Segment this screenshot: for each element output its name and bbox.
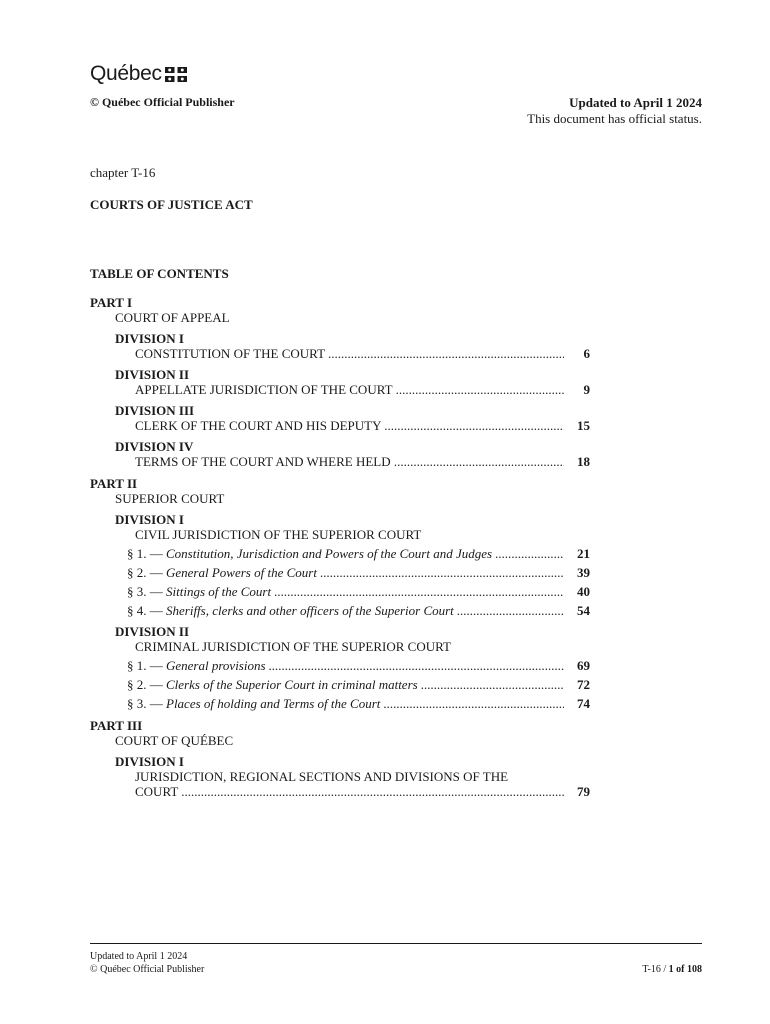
entry-page[interactable]: 79 (577, 784, 590, 799)
entry-page[interactable]: 18 (577, 454, 590, 469)
official-status: This document has official status. (527, 111, 702, 126)
section-text[interactable] (127, 584, 564, 599)
table-of-contents (90, 295, 590, 799)
toc-division (90, 367, 590, 397)
part-label: PART I (90, 295, 133, 310)
section-number: § 2. — (127, 677, 163, 692)
entry-title[interactable]: COURT ..... (135, 784, 564, 799)
section-number: § 1. — (127, 658, 163, 673)
division-label: DIVISION I (115, 331, 184, 346)
toc-part-3 (90, 718, 590, 799)
section-number: § 3. — (127, 696, 163, 711)
division-title: CRIMINAL JURISDICTION OF THE SUPERIOR COURT (135, 639, 451, 654)
entry-title[interactable]: APPELLATE JURISDICTION OF THE COURT ..... (135, 382, 564, 397)
section-text[interactable] (127, 546, 564, 561)
footer-divider (90, 943, 702, 944)
toc-entry[interactable] (115, 454, 590, 469)
section-list (115, 658, 590, 711)
chapter-number: chapter T-16 (90, 165, 156, 180)
division-label: DIVISION I (115, 512, 184, 527)
toc-entry[interactable] (115, 784, 590, 799)
toc-section-entry[interactable] (127, 677, 590, 692)
footer-publisher: © Québec Official Publisher (90, 964, 205, 975)
toc-part-1 (90, 295, 590, 469)
section-title: Places of holding and Terms of the Court (166, 696, 381, 711)
part-label: PART III (90, 718, 143, 733)
section-list (115, 546, 590, 618)
page-number (642, 964, 702, 975)
section-title: General Powers of the Court (166, 565, 317, 580)
section-number: § 4. — (127, 603, 163, 618)
division-title: CIVIL JURISDICTION OF THE SUPERIOR COURT (135, 527, 422, 542)
division-label: DIVISION I (115, 754, 184, 769)
toc-division (90, 403, 590, 433)
entry-page[interactable]: 69 (577, 658, 590, 673)
toc-section-entry[interactable] (127, 584, 590, 599)
division-label: DIVISION III (115, 403, 195, 418)
toc-section-entry[interactable] (127, 565, 590, 580)
section-number: § 1. — (127, 546, 163, 561)
toc-division (90, 754, 590, 799)
page-current: 1 of 108 (668, 964, 702, 975)
entry-page[interactable]: 6 (583, 346, 590, 361)
fleur-de-lis-flag-icon (165, 67, 187, 82)
toc-section-entry[interactable] (127, 546, 590, 561)
entry-page[interactable]: 15 (577, 418, 590, 433)
section-number: § 3. — (127, 584, 163, 599)
act-title: COURTS OF JUSTICE ACT (90, 197, 253, 212)
section-title: Constitution, Jurisdiction and Powers of the Court and Judges (166, 546, 493, 561)
entry-page[interactable]: 54 (577, 603, 590, 618)
toc-section-entry[interactable] (127, 696, 590, 711)
toc-part-2 (90, 476, 590, 711)
entry-page[interactable]: 72 (577, 677, 590, 692)
entry-title[interactable]: CONSTITUTION OF THE COURT ..... (135, 346, 564, 361)
quebec-logo (90, 62, 187, 86)
toc-section-entry[interactable] (127, 603, 590, 618)
section-text[interactable] (127, 696, 564, 711)
division-label: DIVISION II (115, 624, 190, 639)
toc-division (90, 512, 590, 618)
section-number: § 2. — (127, 565, 163, 580)
toc-entry[interactable] (115, 382, 590, 397)
toc-division (90, 331, 590, 361)
section-title: Clerks of the Superior Court in criminal matters (166, 677, 418, 692)
entry-page[interactable]: 39 (577, 565, 590, 580)
section-title: Sheriffs, clerks and other officers of the Superior Court (166, 603, 454, 618)
entry-title[interactable]: TERMS OF THE COURT AND WHERE HELD ..... (135, 454, 564, 469)
toc-heading: TABLE OF CONTENTS (90, 266, 229, 281)
entry-page[interactable]: 40 (577, 584, 590, 599)
toc-division (90, 624, 590, 711)
section-text[interactable] (127, 677, 564, 692)
part-title: COURT OF APPEAL (115, 310, 230, 325)
part-title: SUPERIOR COURT (115, 491, 225, 506)
updated-date: Updated to April 1 2024 (569, 95, 702, 110)
toc-entry[interactable] (115, 346, 590, 361)
section-text[interactable] (127, 603, 564, 618)
page-prefix: T-16 / (642, 964, 669, 975)
entry-title[interactable]: CLERK OF THE COURT AND HIS DEPUTY ..... (135, 418, 564, 433)
entry-page[interactable]: 9 (583, 382, 590, 397)
part-label: PART II (90, 476, 138, 491)
entry-page[interactable]: 21 (577, 546, 590, 561)
part-title: COURT OF QUÉBEC (115, 733, 234, 748)
logo-wordmark: Québec (90, 62, 162, 85)
section-text[interactable] (127, 565, 564, 580)
section-title: General provisions (166, 658, 266, 673)
footer-updated: Updated to April 1 2024 (90, 951, 188, 962)
division-label: DIVISION II (115, 367, 190, 382)
copyright-publisher: © Québec Official Publisher (90, 95, 235, 109)
division-title-line1[interactable]: JURISDICTION, REGIONAL SECTIONS AND DIVISIONS OF THE (135, 769, 509, 784)
section-text[interactable] (127, 658, 564, 673)
section-title: Sittings of the Court (166, 584, 272, 599)
toc-section-entry[interactable] (127, 658, 590, 673)
division-label: DIVISION IV (115, 439, 194, 454)
toc-entry[interactable] (115, 418, 590, 433)
toc-division (90, 439, 590, 469)
entry-page[interactable]: 74 (577, 696, 590, 711)
